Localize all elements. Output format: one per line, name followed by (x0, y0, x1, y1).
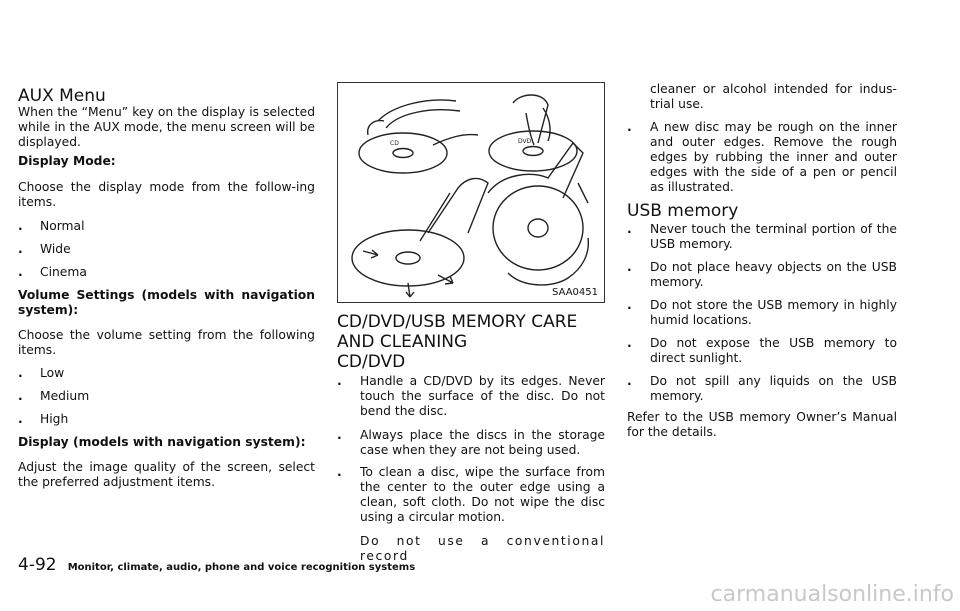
list-item: . Wide (18, 242, 71, 256)
svg-text:DVD: DVD (518, 138, 532, 145)
list-item: . Do not expose the USB memory to direct sunlight. (627, 336, 897, 365)
page-number: 4-92 (18, 555, 57, 575)
list-item: . Handle a CD/DVD by its edges. Never touch the surface of the disc. Do not bend the disc. (337, 374, 605, 418)
display-nav-label: Display (models with navigation system): (18, 435, 306, 449)
page-footer (18, 555, 415, 575)
display-mode-text: Choose the display mode from the follow-ing items. (18, 180, 315, 209)
list-item: . Cinema (18, 265, 87, 279)
volume-settings-text: Choose the volume setting from the following items. (18, 328, 315, 357)
list-item: . Always place the discs in the storage case when they are not being used. (337, 428, 605, 457)
disc-handling-drawing (338, 83, 604, 302)
figure-caption: SAA0451 (552, 287, 598, 298)
aux-intro: When the “Menu” key on the display is selected while in the AUX mode, the menu screen will be displayed. (18, 105, 315, 149)
list-item: . Normal (18, 219, 85, 233)
list-item: . Never touch the terminal portion of the USB memory. (627, 222, 897, 251)
cd-dvd-heading: CD/DVD (337, 352, 406, 372)
aux-menu-heading: AUX Menu (18, 86, 106, 106)
display-mode-label: Display Mode: (18, 154, 116, 168)
watermark: carmanualsonline.info (710, 582, 954, 607)
list-item: . Do not spill any liquids on the USB memory. (627, 374, 897, 403)
cd-item3-continued: Do not use a conventional record (360, 534, 605, 563)
list-item: . High (18, 412, 69, 426)
cd-item3-continued-2: cleaner or alcohol intended for indus-trial use. (650, 82, 897, 111)
usb-footer-text: Refer to the USB memory Owner’s Manual for the details. (627, 410, 897, 439)
list-item: . Low (18, 366, 65, 380)
list-item: . A new disc may be rough on the inner and outer edges. Remove the rough edges by rubbing the inner and outer edges with the side of a pen or pencil as illustrated. (627, 120, 897, 194)
care-heading: CD/DVD/USB MEMORY CARE AND CLEANING (337, 312, 578, 352)
disc-cleaning-illustration (337, 82, 605, 303)
list-item: . To clean a disc, wipe the surface from the center to the outer edge using a clean, soft cloth. Do not wipe the disc using a circular motion. (337, 465, 605, 524)
svg-text:CD: CD (390, 140, 399, 147)
display-nav-text: Adjust the image quality of the screen, select the preferred adjustment items. (18, 460, 315, 489)
list-item: . Do not place heavy objects on the USB memory. (627, 260, 897, 289)
list-item: . Do not store the USB memory in highly humid locations. (627, 298, 897, 327)
volume-settings-label: Volume Settings (models with navigation system): (18, 288, 315, 317)
chapter-title: Monitor, climate, audio, phone and voice recognition systems (67, 562, 416, 573)
usb-heading: USB memory (627, 201, 739, 221)
list-item: . Medium (18, 389, 90, 403)
